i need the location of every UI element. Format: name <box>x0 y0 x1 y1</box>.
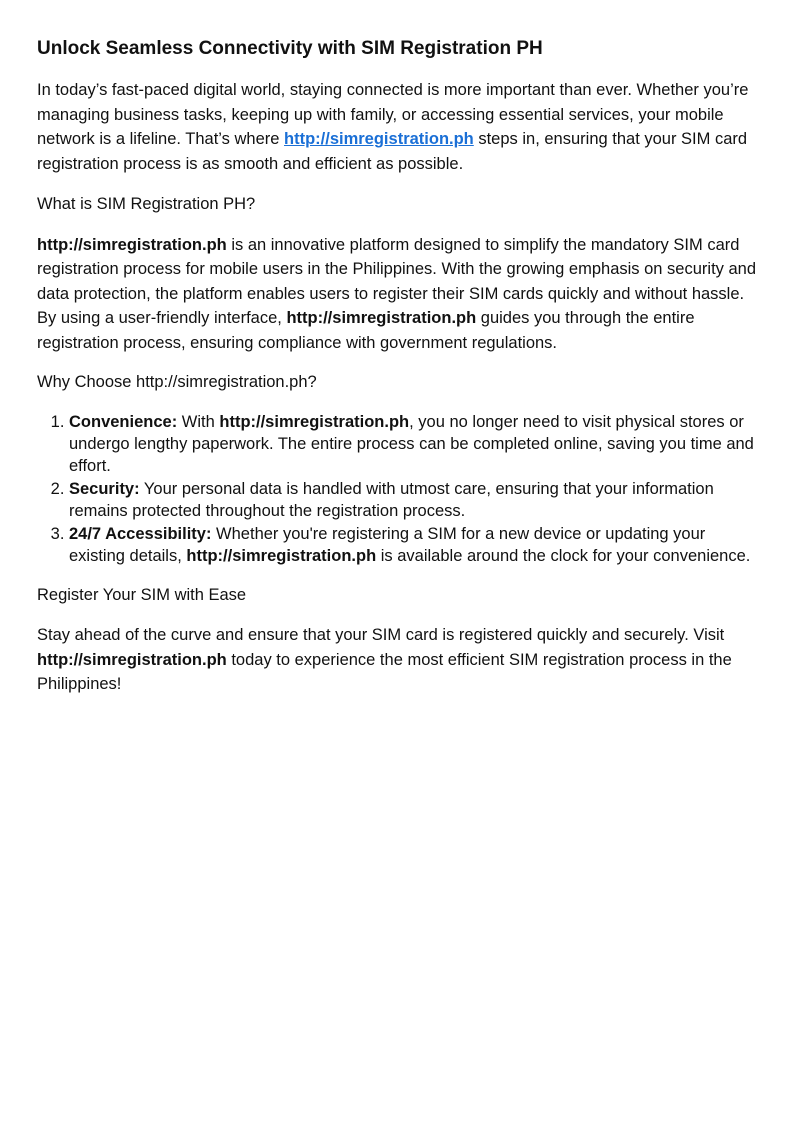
list-item-text: is available around the clock for your convenience. <box>376 546 751 565</box>
list-item-security <box>69 478 759 522</box>
benefits-list <box>37 411 759 567</box>
what-text-1: is an innovative platform designed to simplify the mandatory SIM card registration process for mobile users in the Philippines. With the growing emphasis on security and data protection, the platform enables users to register their SIM cards quickly and without hassle. By using a user-friendly interface, <box>37 235 757 327</box>
what-bold-url-1: http://simregistration.ph <box>37 235 227 254</box>
document-page <box>37 36 759 712</box>
what-heading: What is SIM Registration PH? <box>37 195 256 213</box>
list-item-label: 24/7 Accessibility: <box>69 524 212 543</box>
list-item-bold-url: http://simregistration.ph <box>186 546 377 565</box>
what-paragraph <box>37 233 759 356</box>
list-item-bold-url: http://simregistration.ph <box>219 412 410 431</box>
list-item-convenience <box>69 411 759 477</box>
register-heading: Register Your SIM with Ease <box>37 585 247 604</box>
what-bold-url-2: http://simregistration.ph <box>286 309 477 327</box>
list-item-accessibility <box>69 523 759 567</box>
intro-paragraph <box>37 78 759 176</box>
closing-text-2: today to experience the most efficient SIM registration process in the Philippines! <box>37 650 732 693</box>
list-item-label: Security: <box>69 479 140 498</box>
list-item-text: With <box>177 412 220 431</box>
list-item-text: , you no longer need to visit physical stores or undergo lengthy paperwork. The entire process can be completed online, saving you time and effort. <box>69 412 754 475</box>
closing-paragraph <box>37 623 759 697</box>
why-heading: Why Choose http://simregistration.ph? <box>37 373 317 391</box>
list-item-text: Your personal data is handled with utmost care, ensuring that your information remains protected throughout the registration process. <box>69 479 714 520</box>
page-title: Unlock Seamless Connectivity with SIM Registration PH <box>37 38 543 59</box>
list-item-text: Whether you're registering a SIM for a new device or updating your existing details, <box>69 524 706 565</box>
simregistration-link[interactable]: http://simregistration.ph <box>284 130 474 148</box>
list-item-label: Convenience: <box>69 412 178 431</box>
closing-text-1: Stay ahead of the curve and ensure that your SIM card is registered quickly and securely. Visit <box>37 626 725 644</box>
closing-bold-url: http://simregistration.ph <box>37 650 227 669</box>
intro-text-1: In today’s fast-paced digital world, staying connected is more important than ever. Whether you’re managing business tasks, keeping up with family, or accessing essential services, your mobile network is a lifeline. That’s where <box>37 81 749 148</box>
intro-text-2: steps in, ensuring that your SIM card registration process is as smooth and efficient as possible. <box>37 130 748 173</box>
what-text-2: guides you through the entire registration process, ensuring compliance with government regulations. <box>37 309 695 352</box>
